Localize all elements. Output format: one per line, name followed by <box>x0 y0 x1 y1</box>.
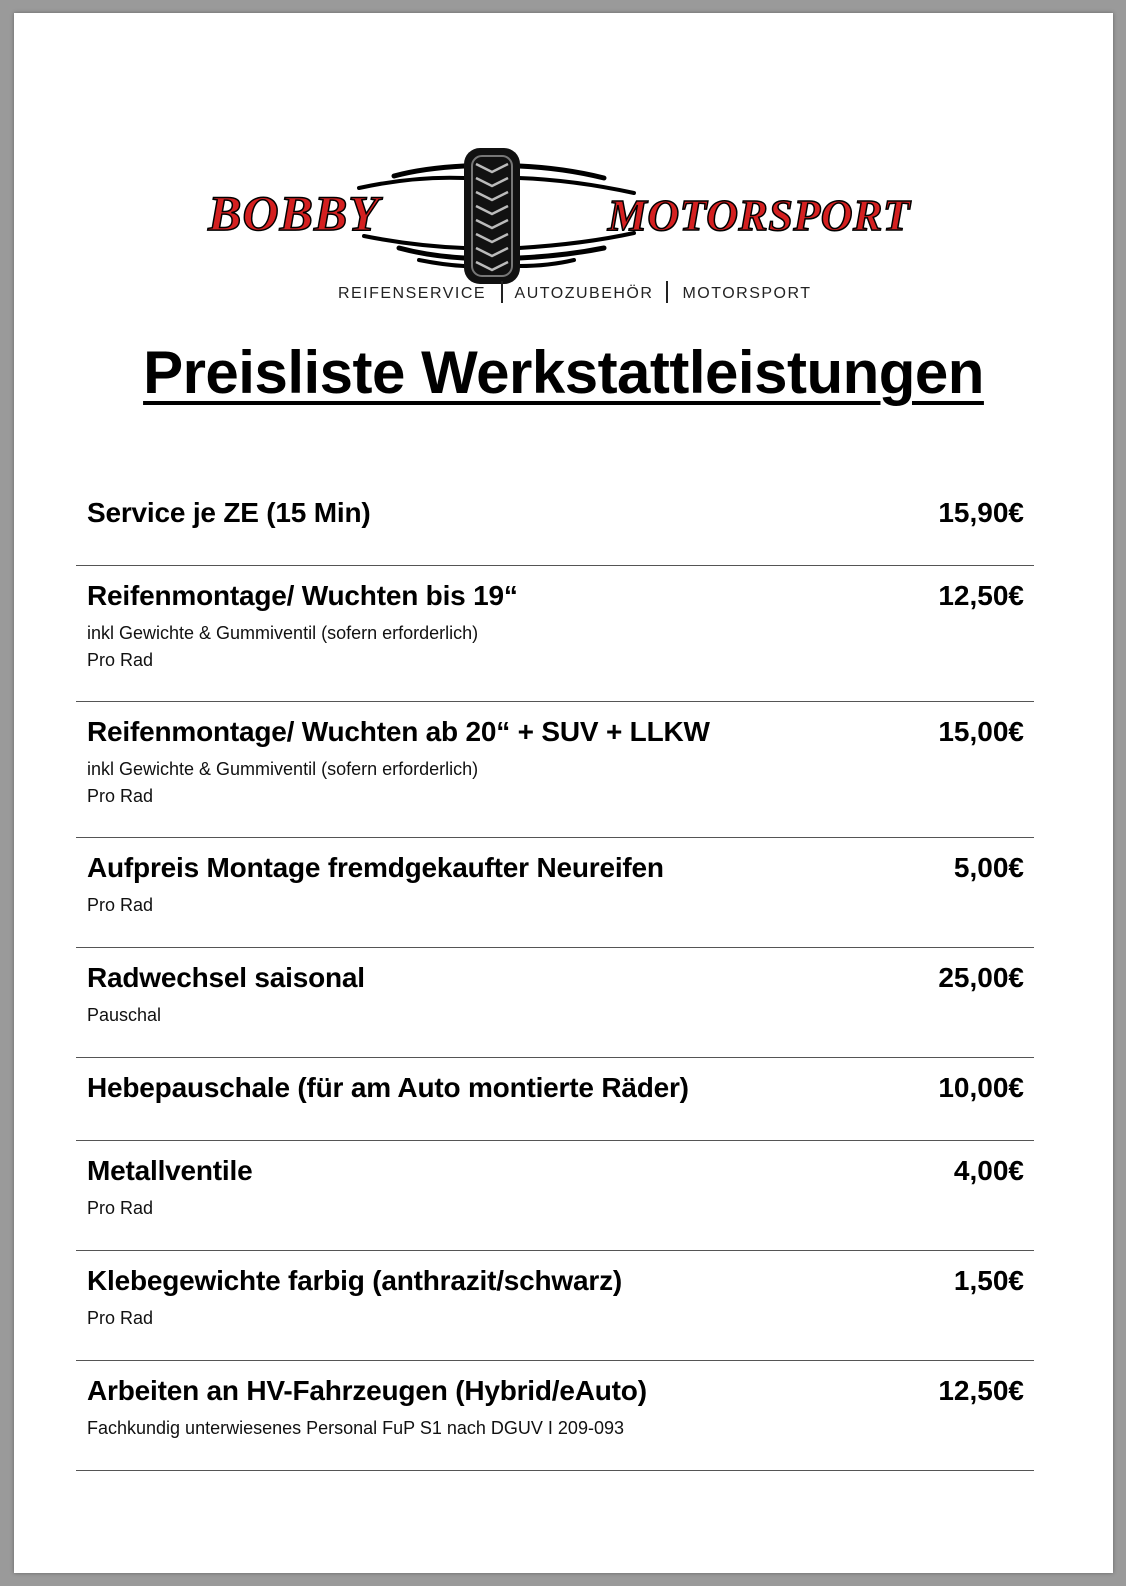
price-row <box>76 838 1034 948</box>
price-list <box>76 483 1034 1471</box>
brand-logo <box>164 138 984 313</box>
service-name: Service je ZE (15 Min) <box>87 497 371 528</box>
service-note: Pro Rad <box>87 895 154 915</box>
price-row <box>76 566 1034 702</box>
service-name: Arbeiten an HV-Fahrzeugen (Hybrid/eAuto) <box>87 1375 647 1406</box>
service-note: inkl Gewichte & Gummiventil (sofern erforderlich) <box>87 623 479 643</box>
price-row <box>76 483 1034 566</box>
page-title-text: Preisliste Werkstattleistungen <box>143 339 984 406</box>
tire-icon <box>464 148 520 284</box>
service-price: 12,50€ <box>938 1375 1024 1406</box>
price-row <box>76 702 1034 838</box>
service-price: 15,00€ <box>938 716 1024 747</box>
service-note: Pro Rad <box>87 1198 154 1218</box>
price-row <box>76 1058 1034 1141</box>
service-name: Reifenmontage/ Wuchten ab 20“ + SUV + LLKW <box>87 716 710 747</box>
brand-left: BOBBY <box>208 185 380 241</box>
tagline-reifenservice: REIFENSERVICE <box>337 285 487 302</box>
price-list-page <box>14 13 1113 1573</box>
service-note: Pauschal <box>87 1005 162 1025</box>
service-price: 5,00€ <box>953 852 1024 883</box>
service-note: Pro Rad <box>87 1308 154 1328</box>
price-row <box>76 948 1034 1058</box>
price-row <box>76 1361 1034 1471</box>
service-price: 25,00€ <box>938 962 1024 993</box>
tagline-autozubehoer: AUTOZUBEHÖR <box>514 285 654 302</box>
price-row <box>76 1251 1034 1361</box>
service-name: Radwechsel saisonal <box>87 962 365 993</box>
service-note: Pro Rad <box>87 786 154 806</box>
brand-right: MOTORSPORT <box>607 191 911 240</box>
service-price: 4,00€ <box>953 1155 1024 1186</box>
service-name: Hebepauschale (für am Auto montierte Räder) <box>87 1072 689 1103</box>
page-title <box>14 338 1113 407</box>
service-price: 10,00€ <box>938 1072 1024 1103</box>
service-note: Pro Rad <box>87 650 154 670</box>
service-note: inkl Gewichte & Gummiventil (sofern erforderlich) <box>87 759 479 779</box>
service-price: 12,50€ <box>938 580 1024 611</box>
service-price: 15,90€ <box>938 497 1024 528</box>
tagline-motorsport: MOTORSPORT <box>682 285 812 302</box>
service-price: 1,50€ <box>953 1265 1024 1296</box>
service-name: Aufpreis Montage fremdgekaufter Neureifen <box>87 852 664 883</box>
service-name: Metallventile <box>87 1155 253 1186</box>
service-name: Klebegewichte farbig (anthrazit/schwarz) <box>87 1265 622 1296</box>
service-note: Fachkundig unterwiesenes Personal FuP S1 nach DGUV I 209-093 <box>87 1418 624 1438</box>
service-name: Reifenmontage/ Wuchten bis 19“ <box>87 580 518 611</box>
price-row <box>76 1141 1034 1251</box>
